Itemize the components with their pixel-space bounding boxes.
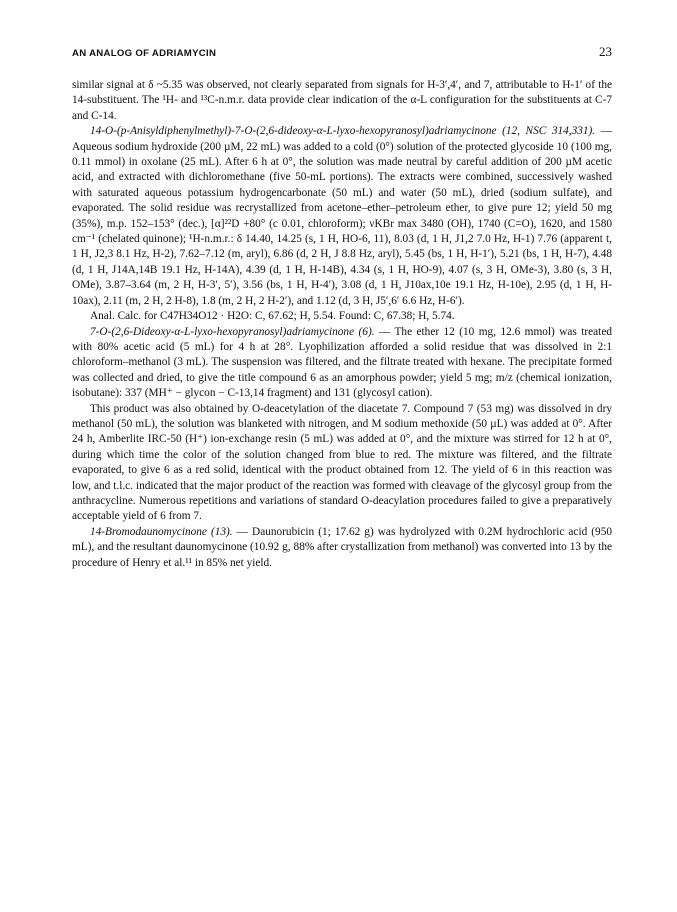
compound-heading: 14-Bromodaunomycinone (13). — [90, 525, 233, 538]
running-head: AN ANALOG OF ADRIAMYCIN — [72, 48, 217, 59]
paragraph-nmr-discussion — [72, 78, 612, 124]
paragraph-compound-12: 14-O-(p-Anisyldiphenylmethyl)-7-O-(2,6-dideoxy-α-L-lyxo-hexopyranosyl)adriamycinone (12, NSC 314,331). — Aqueous sodium hydroxide (200 µM, 22 mL) was added to a cold (0°) solution of the protected glycoside 10 (100 mg, 0.11 mmol) in oxolane (25 mL). After 6 h at 0°, the solution was made neutral by careful addition of 200 µM acetic acid, and extracted with dichloromethane (five 50-mL portions). The extracts were combined, successively washed with saturated aqueous potassium hydrogencarbonate (50 mL) and water (50 mL), dried (sodium sulfate), and evaporated. The solid residue was recrystallized from acetone–ether–petroleum ether, to give pure 12; yield 50 mg (35%), m.p. 152–153° (dec.), [α]²²D +80° (c 0.01, chloroform); νKBr max 3480 (OH), 1740 (C=O), 1620, and 1580 cm⁻¹ (chelated quinone); ¹H-n.m.r.: δ 14.40, 14.25 (s, 1 H, HO-6, 11), 8.03 (d, 1 H, J1,2 7.0 Hz, H-1) 7.76 (apparent t, 1 H, J2,3 8.1 Hz, H-2), 7.62–7.12 (m, aryl), 6.86 (d, 2 H, J 8.8 Hz, aryl), 5.45 (bs, 1 H, H-1′), 5.21 (bs, 1 H, H-7), 4.48 (d, 1 H, J14A,14B 19.1 Hz, H-14A), 4.39 (d, 1 H, H-14B), 4.34 (s, 1 H, HO-9), 4.07 (s, 3 H, OMe-3), 3.80 (s, 3 H, OMe), 3.87–3.64 (m, 2 H, H-3′, 5′), 3.56 (bs, 1 H, H-4′), 3.08 (d, 1 H, J10ax,10e 19.1 Hz, H-10e), 2.95 (d, 1 H, H-10ax), 2.11 (m, 2 H, 2 H-8), 1.8 (m, 2 H, 2 H-2′), and 1.12 (d, 3 H, J5′,6′ 6.6 Hz, H-6′). — [72, 125, 612, 307]
paragraph-text: The ether 12 (10 mg, 12.6 mmol) was treated with 80% acetic acid (5 mL) for 4 h at 28°. Lyophilization afforded a solid residue that was dissolved in 2:1 chloroform–methanol (3 mL). The suspension was filtered, and the filtrate treated with hexane. The precipitate formed was collected and dried, to give the title compound 6 as an amorphous powder; yield 5 mg; m/z (chemical ionization, isobutane): 337 (MH⁺ − glycon − C-13,14 fragment) and 131 (glycosyl cation). — [72, 325, 612, 400]
paragraph-text: Daunorubicin (1; 17.62 g) was hydrolyzed with 0.2M hydrochloric acid (950 mL), and the resultant daunomycinone (10.92 g, 88% after crystallization from methanol) was converted into 13 by the procedure of Henry et al.¹¹ in 85% net yield. — [72, 525, 612, 569]
paragraph-text: similar signal at δ ~5.35 was observed, not clearly separated from signals for H-3′,4′, and 7, attributable to H-1′ of the 14-substituent. The ¹H- and ¹³C-n.m.r. data provide clear indication of the α-L configuration for the substituents at C-7 and C-14. — [72, 79, 612, 122]
paragraph-compound-6: 7-O-(2,6-Dideoxy-α-L-lyxo-hexopyranosyl)adriamycinone (6). — The ether 12 (10 mg, 12.6 mmol) was treated with 80% acetic acid (5 mL) for 4 h at 28°. Lyophilization afforded a solid residue that was dissolved in 2:1 chloroform–methanol (3 mL). The suspension was filtered, and the filtrate treated with hexane. The precipitate formed was collected and dried, to give the title compound 6 as an amorphous powder; yield 5 mg; m/z (chemical ionization, isobutane): 337 (MH⁺ − glycon − C-13,14 fragment) and 131 (glycosyl cation). — [72, 325, 612, 400]
compound-heading: 14-O-(p-Anisyldiphenylmethyl)-7-O-(2,6-dideoxy-α-L-lyxo-hexopyranosyl)adriamycinone (12, NSC 314,331). — [90, 125, 596, 138]
paragraph-text: Anal. Calc. for C47H34O12 · H2O: C, 67.62; H, 5.54. Found: C, 67.38; H, 5.74. — [90, 310, 455, 323]
journal-page — [72, 44, 612, 571]
paragraph-deacetylation — [72, 402, 612, 525]
paragraph-text: This product was also obtained by O-deacetylation of the diacetate 7. Compound 7 (53 mg) was dissolved in dry methanol (50 mL), the solution was blanketed with nitrogen, and M sodium methoxide (50 µL) was added at 0°. After 24 h, Amberlite IRC-50 (H⁺) ion-exchange resin (5 mL) was added at 0°, and the mixture was stirred for 12 h at 0°, during which time the color of the solution changed from blue to red. The mixture was filtered, and the filtrate evaporated, to give 6 as a red solid, identical with the product obtained from 12. The yield of 6 in this reaction was low, and t.l.c. indicated that the major product of the reaction was formed with cleavage of the glycosyl group from the anthracycline. Numerous repetitions and variations of standard O-deacylation procedures failed to give a preparatively acceptable yield of 6 from 7. — [72, 402, 612, 523]
compound-heading: 7-O-(2,6-Dideoxy-α-L-lyxo-hexopyranosyl)adriamycinone (6). — [90, 325, 375, 338]
paragraph-analysis — [72, 309, 612, 324]
page-number: 23 — [599, 44, 612, 59]
paragraph-compound-13: 14-Bromodaunomycinone (13). — Daunorubicin (1; 17.62 g) was hydrolyzed with 0.2M hydrochloric acid (950 mL), and the resultant daunomycinone (10.92 g, 88% after crystallization from methanol) was converted into 13 by the procedure of Henry et al.¹¹ in 85% net yield. — [72, 525, 612, 569]
paragraph-text: Aqueous sodium hydroxide (200 µM, 22 mL) was added to a cold (0°) solution of the protected glycoside 10 (100 mg, 0.11 mmol) in oxolane (25 mL). After 6 h at 0°, the solution was made neutral by careful addition of 200 µM acetic acid, and extracted with dichloromethane (five 50-mL portions). The extracts were combined, successively washed with saturated aqueous potassium hydrogencarbonate (50 mL) and water (50 mL), dried (sodium sulfate), and evaporated. The solid residue was recrystallized from acetone–ether–petroleum ether, to give pure 12; yield 50 mg (35%), m.p. 152–153° (dec.), [α]²²D +80° (c 0.01, chloroform); νKBr max 3480 (OH), 1740 (C=O), 1620, and 1580 cm⁻¹ (chelated quinone); ¹H-n.m.r.: δ 14.40, 14.25 (s, 1 H, HO-6, 11), 8.03 (d, 1 H, J1,2 7.0 Hz, H-1) 7.76 (apparent t, 1 H, J2,3 8.1 Hz, H-2), 7.62–7.12 (m, aryl), 6.86 (d, 2 H, J 8.8 Hz, aryl), 5.45 (bs, 1 H, H-1′), 5.21 (bs, 1 H, H-7), 4.48 (d, 1 H, J14A,14B 19.1 Hz, H-14A), 4.39 (d, 1 H, H-14B), 4.34 (s, 1 H, HO-9), 4.07 (s, 3 H, OMe-3), 3.80 (s, 3 H, OMe), 3.87–3.64 (m, 2 H, H-3′, 5′), 3.56 (bs, 1 H, H-4′), 3.08 (d, 1 H, J10ax,10e 19.1 Hz, H-10e), 2.95 (d, 1 H, H-10ax), 2.11 (m, 2 H, 2 H-8), 1.8 (m, 2 H, 2 H-2′), and 1.12 (d, 3 H, J5′,6′ 6.6 Hz, H-6′). — [72, 140, 612, 307]
page-header — [72, 44, 612, 60]
